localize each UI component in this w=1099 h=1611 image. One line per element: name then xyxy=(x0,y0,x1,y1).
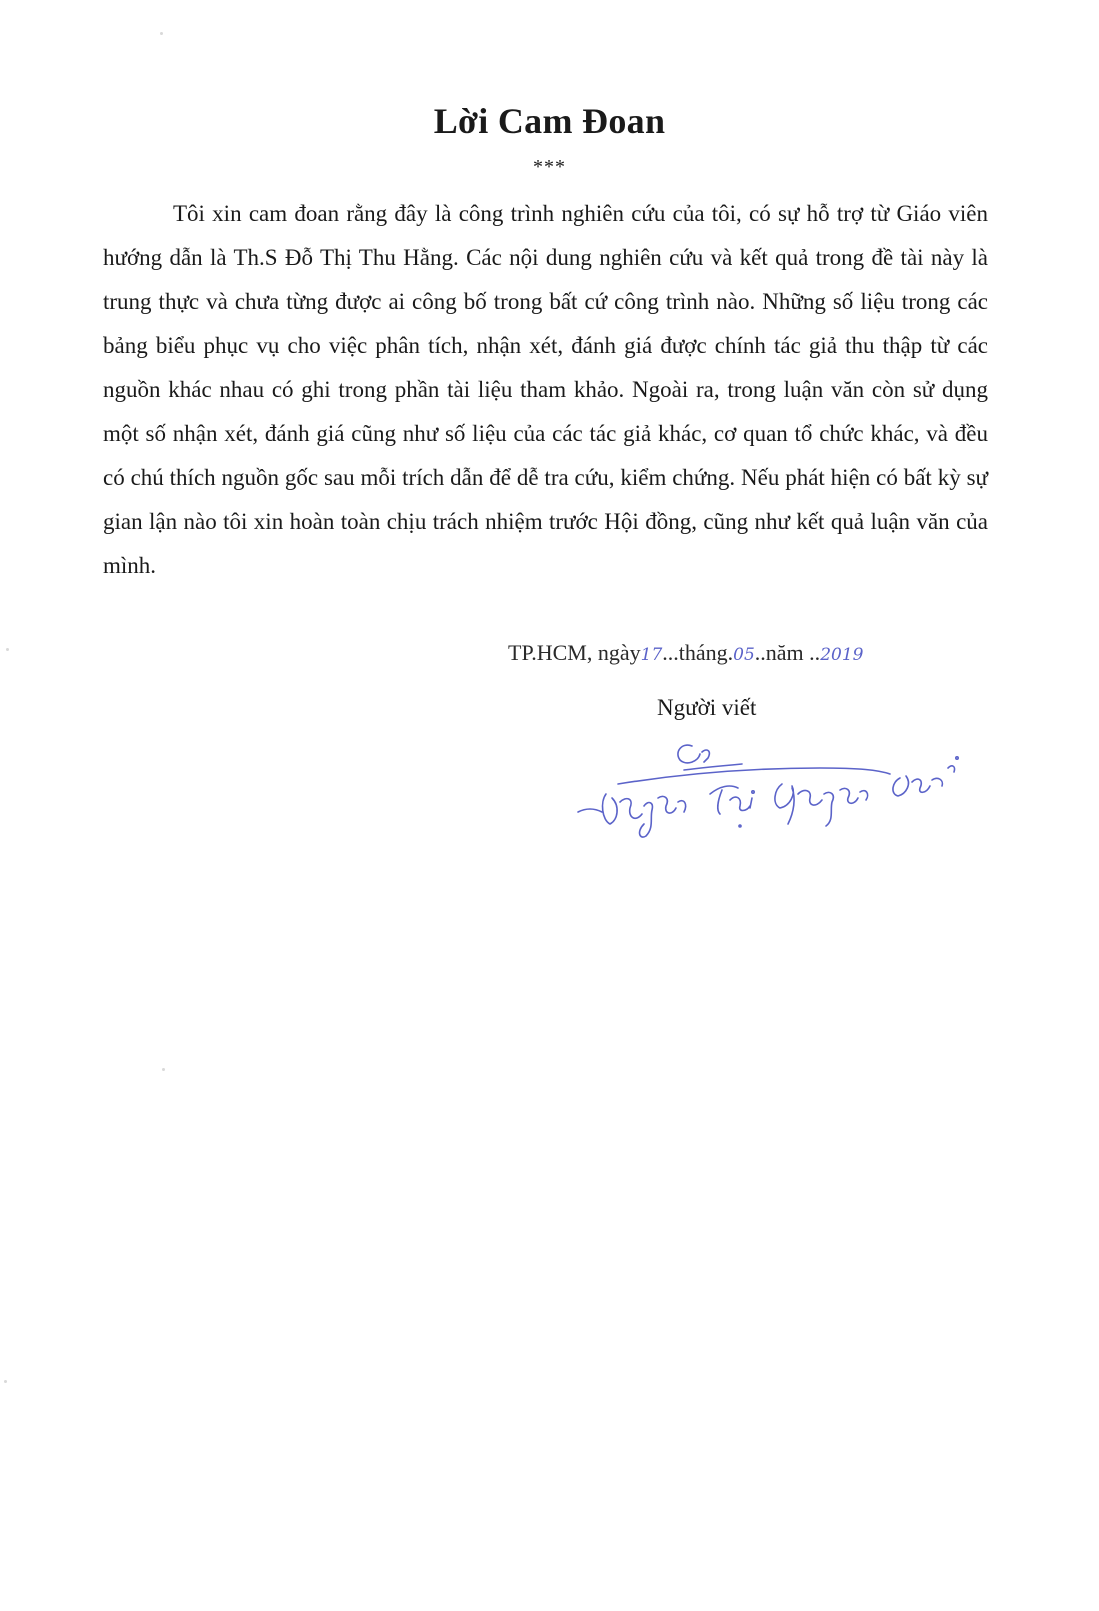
scan-speck xyxy=(160,32,163,35)
date-year-handwritten: 2019 xyxy=(820,645,864,665)
signer-label: Người viết xyxy=(657,695,757,720)
date-month-label: ...tháng. xyxy=(662,640,734,665)
handwritten-signature xyxy=(560,728,970,838)
scan-speck xyxy=(6,648,9,651)
document-title: Lời Cam Đoan xyxy=(433,101,666,141)
scan-speck xyxy=(162,1068,165,1071)
date-year-label: ..năm .. xyxy=(754,640,821,665)
scan-speck xyxy=(4,1380,7,1383)
date-day-handwritten: 17 xyxy=(640,645,663,665)
title-separator: *** xyxy=(533,156,566,178)
declaration-paragraph: Tôi xin cam đoan rằng đây là công trình nghiên cứu của tôi, có sự hỗ trợ từ Giáo viên hướng dẫn là Th.S Đỗ Thị Thu Hằng. Các nội dung nghiên cứu và kết quả trong đề tài này là trung thực và chưa từng được ai công bố trong bất cứ công trình nào. Những số liệu trong các bảng biểu phục vụ cho việc phân tích, nhận xét, đánh giá được chính tác giả thu thập từ các nguồn khác nhau có ghi trong phần tài liệu tham khảo. Ngoài ra, trong luận văn còn sử dụng một số nhận xét, đánh giá cũng như số liệu của các tác giả khác, cơ quan tổ chức khác, và đều có chú thích nguồn gốc sau mỗi trích dẫn để dễ tra cứu, kiểm chứng. Nếu phát hiện có bất kỳ sự gian lận nào tôi xin hoàn toàn chịu trách nhiệm trước Hội đồng, cũng như kết quả luận văn của mình. xyxy=(103,201,988,578)
date-month-handwritten: 05 xyxy=(733,645,755,665)
date-place-label: TP.HCM, ngày xyxy=(508,640,641,665)
date-line xyxy=(508,640,968,666)
